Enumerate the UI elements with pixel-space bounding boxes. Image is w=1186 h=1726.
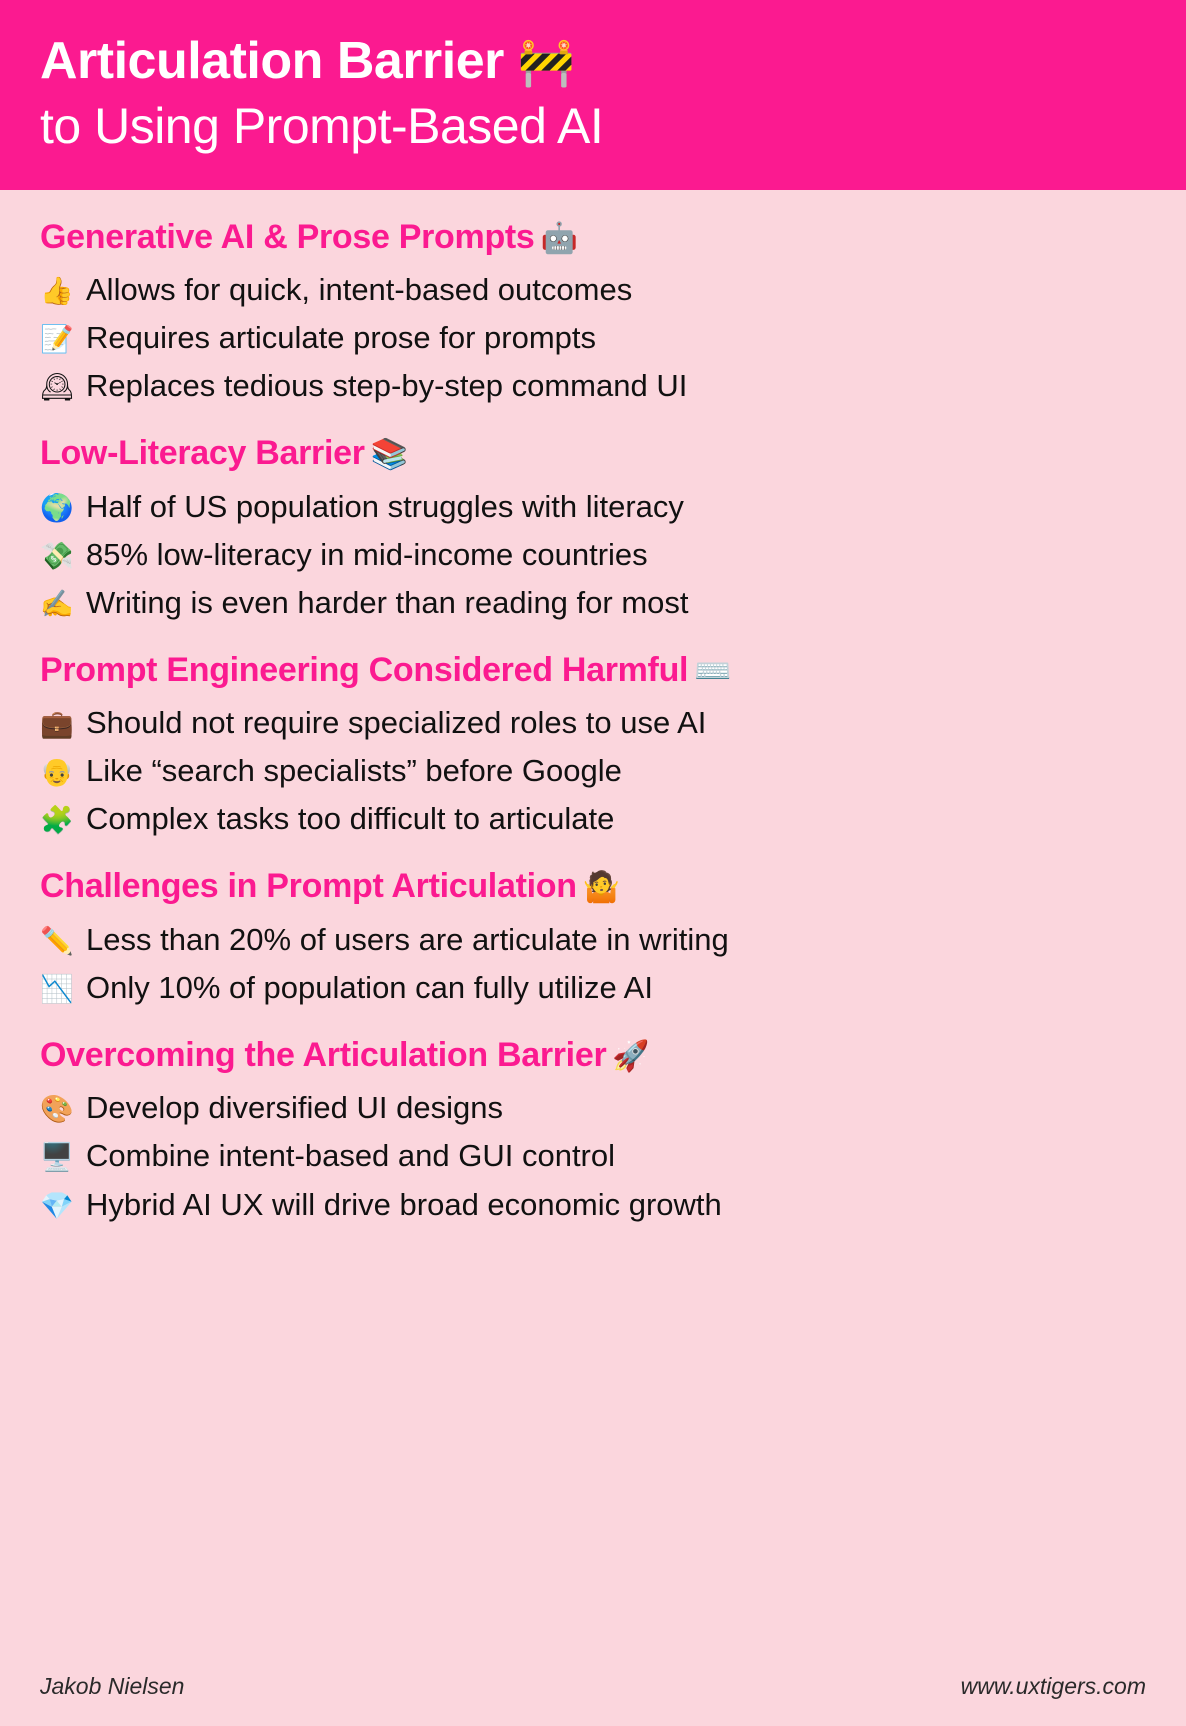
section-title — [40, 1034, 1146, 1077]
section-title-text: Prompt Engineering Considered Harmful — [40, 650, 689, 689]
poster-body — [0, 190, 1186, 1663]
chart-decreasing-icon: 📉 — [40, 973, 74, 1004]
list-item — [40, 916, 1146, 964]
money-with-wings-icon: 💸 — [40, 540, 74, 571]
list-item — [40, 531, 1146, 579]
section-overcoming-the-articulation-barrier — [40, 1034, 1146, 1229]
section-title — [40, 865, 1146, 908]
list-item-label: 85% low-literacy in mid-income countries — [86, 536, 648, 572]
poster-title-line-1-text: Articulation Barrier — [40, 32, 504, 90]
list-item-label: Half of US population struggles with literacy — [86, 488, 684, 524]
section-title-text: Low-Literacy Barrier — [40, 434, 365, 473]
list-item-label: Only 10% of population can fully utilize AI — [86, 969, 653, 1005]
globe-icon: 🌍 — [40, 492, 74, 523]
poster-title-line-1 — [40, 32, 1146, 92]
list-item-label: Requires articulate prose for prompts — [86, 320, 597, 356]
list-item-label: Develop diversified UI designs — [86, 1090, 503, 1126]
list-item — [40, 795, 1146, 843]
person-shrugging-icon: 🤷 — [582, 871, 620, 905]
section-title — [40, 649, 1146, 692]
list-item — [40, 1084, 1146, 1132]
list-item-label: Allows for quick, intent-based outcomes — [86, 272, 633, 308]
website-url: www.uxtigers.com — [960, 1673, 1146, 1699]
gem-icon: 💎 — [40, 1190, 74, 1221]
briefcase-icon: 💼 — [40, 709, 74, 740]
list-item-label: Should not require specialized roles to use AI — [86, 705, 707, 741]
desktop-computer-icon: 🖥️ — [40, 1142, 74, 1173]
list-item-label: Like “search specialists” before Google — [86, 753, 622, 789]
list-item-label: Writing is even harder than reading for most — [86, 584, 689, 620]
books-icon: 📚 — [370, 438, 408, 472]
rocket-icon: 🚀 — [612, 1039, 650, 1073]
list-item — [40, 964, 1146, 1012]
writing-hand-icon: ✍️ — [40, 588, 74, 619]
thumbs-up-icon: 👍 — [40, 276, 74, 307]
section-generative-ai-prose-prompts — [40, 216, 1146, 411]
section-challenges-in-prompt-articulation — [40, 865, 1146, 1012]
author-credit: Jakob Nielsen — [40, 1673, 185, 1699]
older-person-icon: 👴 — [40, 757, 74, 788]
section-title — [40, 216, 1146, 259]
poster-title-line-2: to Using Prompt-Based AI — [40, 97, 604, 154]
list-item-label: Combine intent-based and GUI control — [86, 1138, 616, 1174]
poster-header — [0, 0, 1186, 190]
list-item — [40, 699, 1146, 747]
list-item — [40, 362, 1146, 410]
section-title — [40, 432, 1146, 475]
pencil-icon: ✏️ — [40, 925, 74, 956]
section-title-text: Challenges in Prompt Articulation — [40, 867, 577, 906]
list-item — [40, 579, 1146, 627]
section-low-literacy-barrier — [40, 432, 1146, 627]
list-item-label: Replaces tedious step-by-step command UI — [86, 368, 688, 404]
artist-palette-icon: 🎨 — [40, 1094, 74, 1125]
list-item — [40, 266, 1146, 314]
list-item — [40, 747, 1146, 795]
keyboard-icon: ⌨️ — [694, 654, 732, 688]
list-item — [40, 483, 1146, 531]
puzzle-piece-icon: 🧩 — [40, 805, 74, 836]
list-item-label: Hybrid AI UX will drive broad economic growth — [86, 1186, 722, 1222]
list-item — [40, 1132, 1146, 1180]
memo-icon: 📝 — [40, 324, 74, 355]
list-item — [40, 314, 1146, 362]
list-item-label: Complex tasks too difficult to articulate — [86, 801, 615, 837]
robot-icon: 🤖 — [540, 221, 578, 255]
mantel-clock-icon: 🕰 — [40, 372, 75, 403]
list-item — [40, 1181, 1146, 1229]
construction-barrier-icon: 🚧 — [517, 36, 575, 88]
section-prompt-engineering-considered-harmful — [40, 649, 1146, 844]
poster-footer — [0, 1663, 1186, 1726]
list-item-label: Less than 20% of users are articulate in writing — [86, 921, 729, 957]
section-title-text: Overcoming the Articulation Barrier — [40, 1035, 607, 1074]
section-title-text: Generative AI & Prose Prompts — [40, 217, 535, 256]
